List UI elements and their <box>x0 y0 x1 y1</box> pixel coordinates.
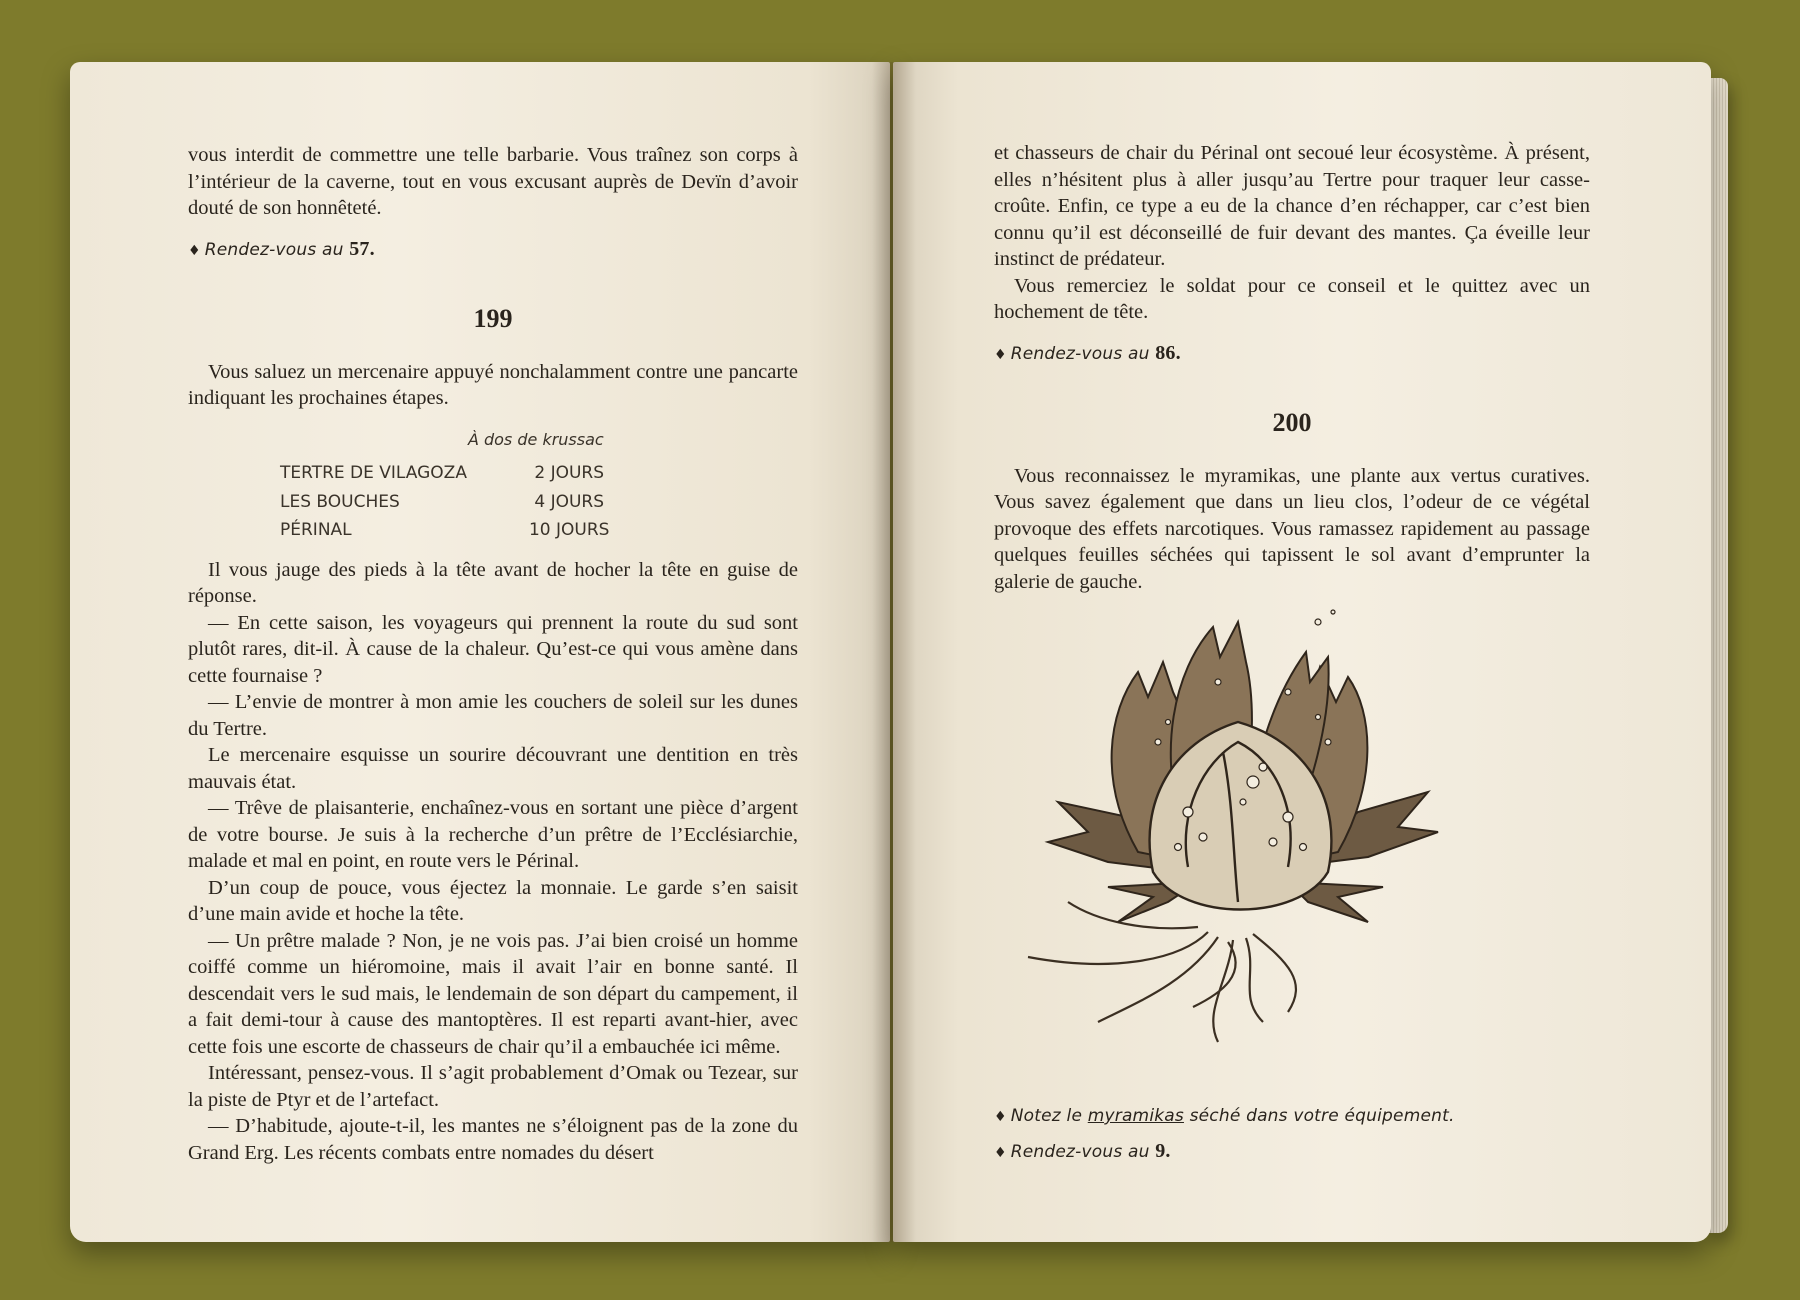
choice-number: 9. <box>1155 1140 1171 1162</box>
myramikas-plant-icon <box>988 602 1488 1072</box>
left-para-10: — D’habitude, ajoute-t-il, les mantes ne s’éloignent pas de la zone du Grand Erg. Les récents combats entre nomades du désert <box>188 1115 798 1164</box>
diamond-icon: ♦ <box>994 346 1007 363</box>
left-choice-1[interactable] <box>188 236 798 265</box>
left-page-text <box>188 142 798 1166</box>
right-page <box>893 62 1711 1242</box>
note-prefix: Notez le <box>1010 1106 1083 1126</box>
signpost-time: 10 JOURS <box>528 520 610 540</box>
signpost-row <box>280 516 609 545</box>
signpost-table <box>280 426 609 545</box>
signpost-place: LES BOUCHES <box>280 491 400 512</box>
right-para-2: Vous remerciez le soldat pour ce conseil et le quittez avec un hochement de tête. <box>994 274 1590 323</box>
section-number-199: 199 <box>473 304 513 333</box>
left-para-1: Vous saluez un mercenaire appuyé nonchalamment contre une pancarte indiquant les prochaines étapes. <box>188 360 798 409</box>
choice-number: 57. <box>349 237 375 260</box>
diamond-icon: ♦ <box>994 1109 1007 1125</box>
right-page-text <box>994 140 1590 595</box>
right-choice-2[interactable] <box>994 1140 1590 1163</box>
right-para-3: Vous reconnaissez le myramikas, une plante aux vertus curatives. Vous savez également que dans un lieu clos, l’odeur de ce végétal provoque des effets narcotiques. Vous ramassez rapidement au passage quelques feuilles séchées qui tapissent le sol avant d’emprunter la galerie de gauche. <box>994 464 1590 593</box>
item-name: myramikas <box>1087 1106 1184 1126</box>
book-spine <box>872 62 916 1242</box>
left-page <box>70 62 890 1242</box>
left-para-2: Il vous jauge des pieds à la tête avant de hocher la tête en guise de réponse. <box>188 558 798 607</box>
left-para-4: — L’envie de montrer à mon amie les couchers de soleil sur les dunes du Tertre. <box>188 691 798 740</box>
left-para-8: — Un prêtre malade ? Non, je ne vois pas. J’ai bien croisé un homme coiffé comme un hiéromoine, mais il avait l’air en bonne santé. Il descendait vers le sud mais, le lendemain de son départ du campement, il a fait demi-tour à cause des mantoptères. Il est reparti avant-hier, avec cette fois une escorte de chasseurs de chair qu’il a embauchée ici même. <box>188 929 798 1058</box>
choice-number: 86. <box>1155 341 1181 364</box>
choice-label: Rendez-vous au <box>1010 343 1150 364</box>
signpost-place: PÉRINAL <box>280 520 352 540</box>
right-para-top: et chasseurs de chair du Périnal ont secoué leur écosystème. À présent, elles n’hésitent plus à aller jusqu’au Tertre pour traquer leur casse-croûte. Enfin, ce type a eu de la chance d’en réchapper, car c’est bien connu qu’il est déconseillé de fuir devant des mantes. Ça éveille leur instinct de prédateur. <box>994 142 1590 270</box>
signpost-header: À dos de krussac <box>467 429 604 449</box>
diamond-icon: ♦ <box>994 1145 1007 1161</box>
signpost-place: TERTRE DE VILAGOZA <box>280 463 467 483</box>
right-choices <box>994 1092 1590 1163</box>
right-choice-1[interactable] <box>994 340 1590 369</box>
signpost-time: 4 JOURS <box>534 491 605 512</box>
signpost-row <box>280 459 609 488</box>
signpost-time: 2 JOURS <box>534 463 605 483</box>
signpost-row <box>280 488 609 517</box>
left-para-7: D’un coup de pouce, vous éjectez la monnaie. Le garde s’en saisit d’une main avide et hoche la tête. <box>188 876 798 925</box>
note-suffix: séché dans votre équipement. <box>1189 1106 1455 1126</box>
diamond-icon: ♦ <box>188 242 201 259</box>
left-para-6: — Trêve de plaisanterie, enchaînez-vous en sortant une pièce d’argent de votre bourse. Je suis à la recherche d’un prêtre de l’Ecclésiarchie, malade et mal en point, en route vers le Périnal. <box>188 797 798 872</box>
page-edges <box>1708 78 1728 1233</box>
section-number-200: 200 <box>1272 408 1312 437</box>
choice-label: Rendez-vous au <box>204 239 344 260</box>
left-para-top: vous interdit de commettre une telle barbarie. Vous traînez son corps à l’intérieur de la caverne, tout en vous excusant auprès de Devïn d’avoir douté de son honnêteté. <box>188 144 798 219</box>
left-para-9: Intéressant, pensez-vous. Il s’agit probablement d’Omak ou Tezear, sur la piste de Ptyr et de l’artefact. <box>188 1062 798 1111</box>
note-item-instruction <box>994 1106 1590 1126</box>
left-para-5: Le mercenaire esquisse un sourire découvrant une dentition en très mauvais état. <box>188 744 798 793</box>
left-para-3: — En cette saison, les voyageurs qui prennent la route du sud sont plutôt rares, dit-il. À cause de la chaleur. Qu’est-ce qui vous amène dans cette fournaise ? <box>188 611 798 687</box>
choice-label: Rendez-vous au <box>1010 1142 1150 1162</box>
